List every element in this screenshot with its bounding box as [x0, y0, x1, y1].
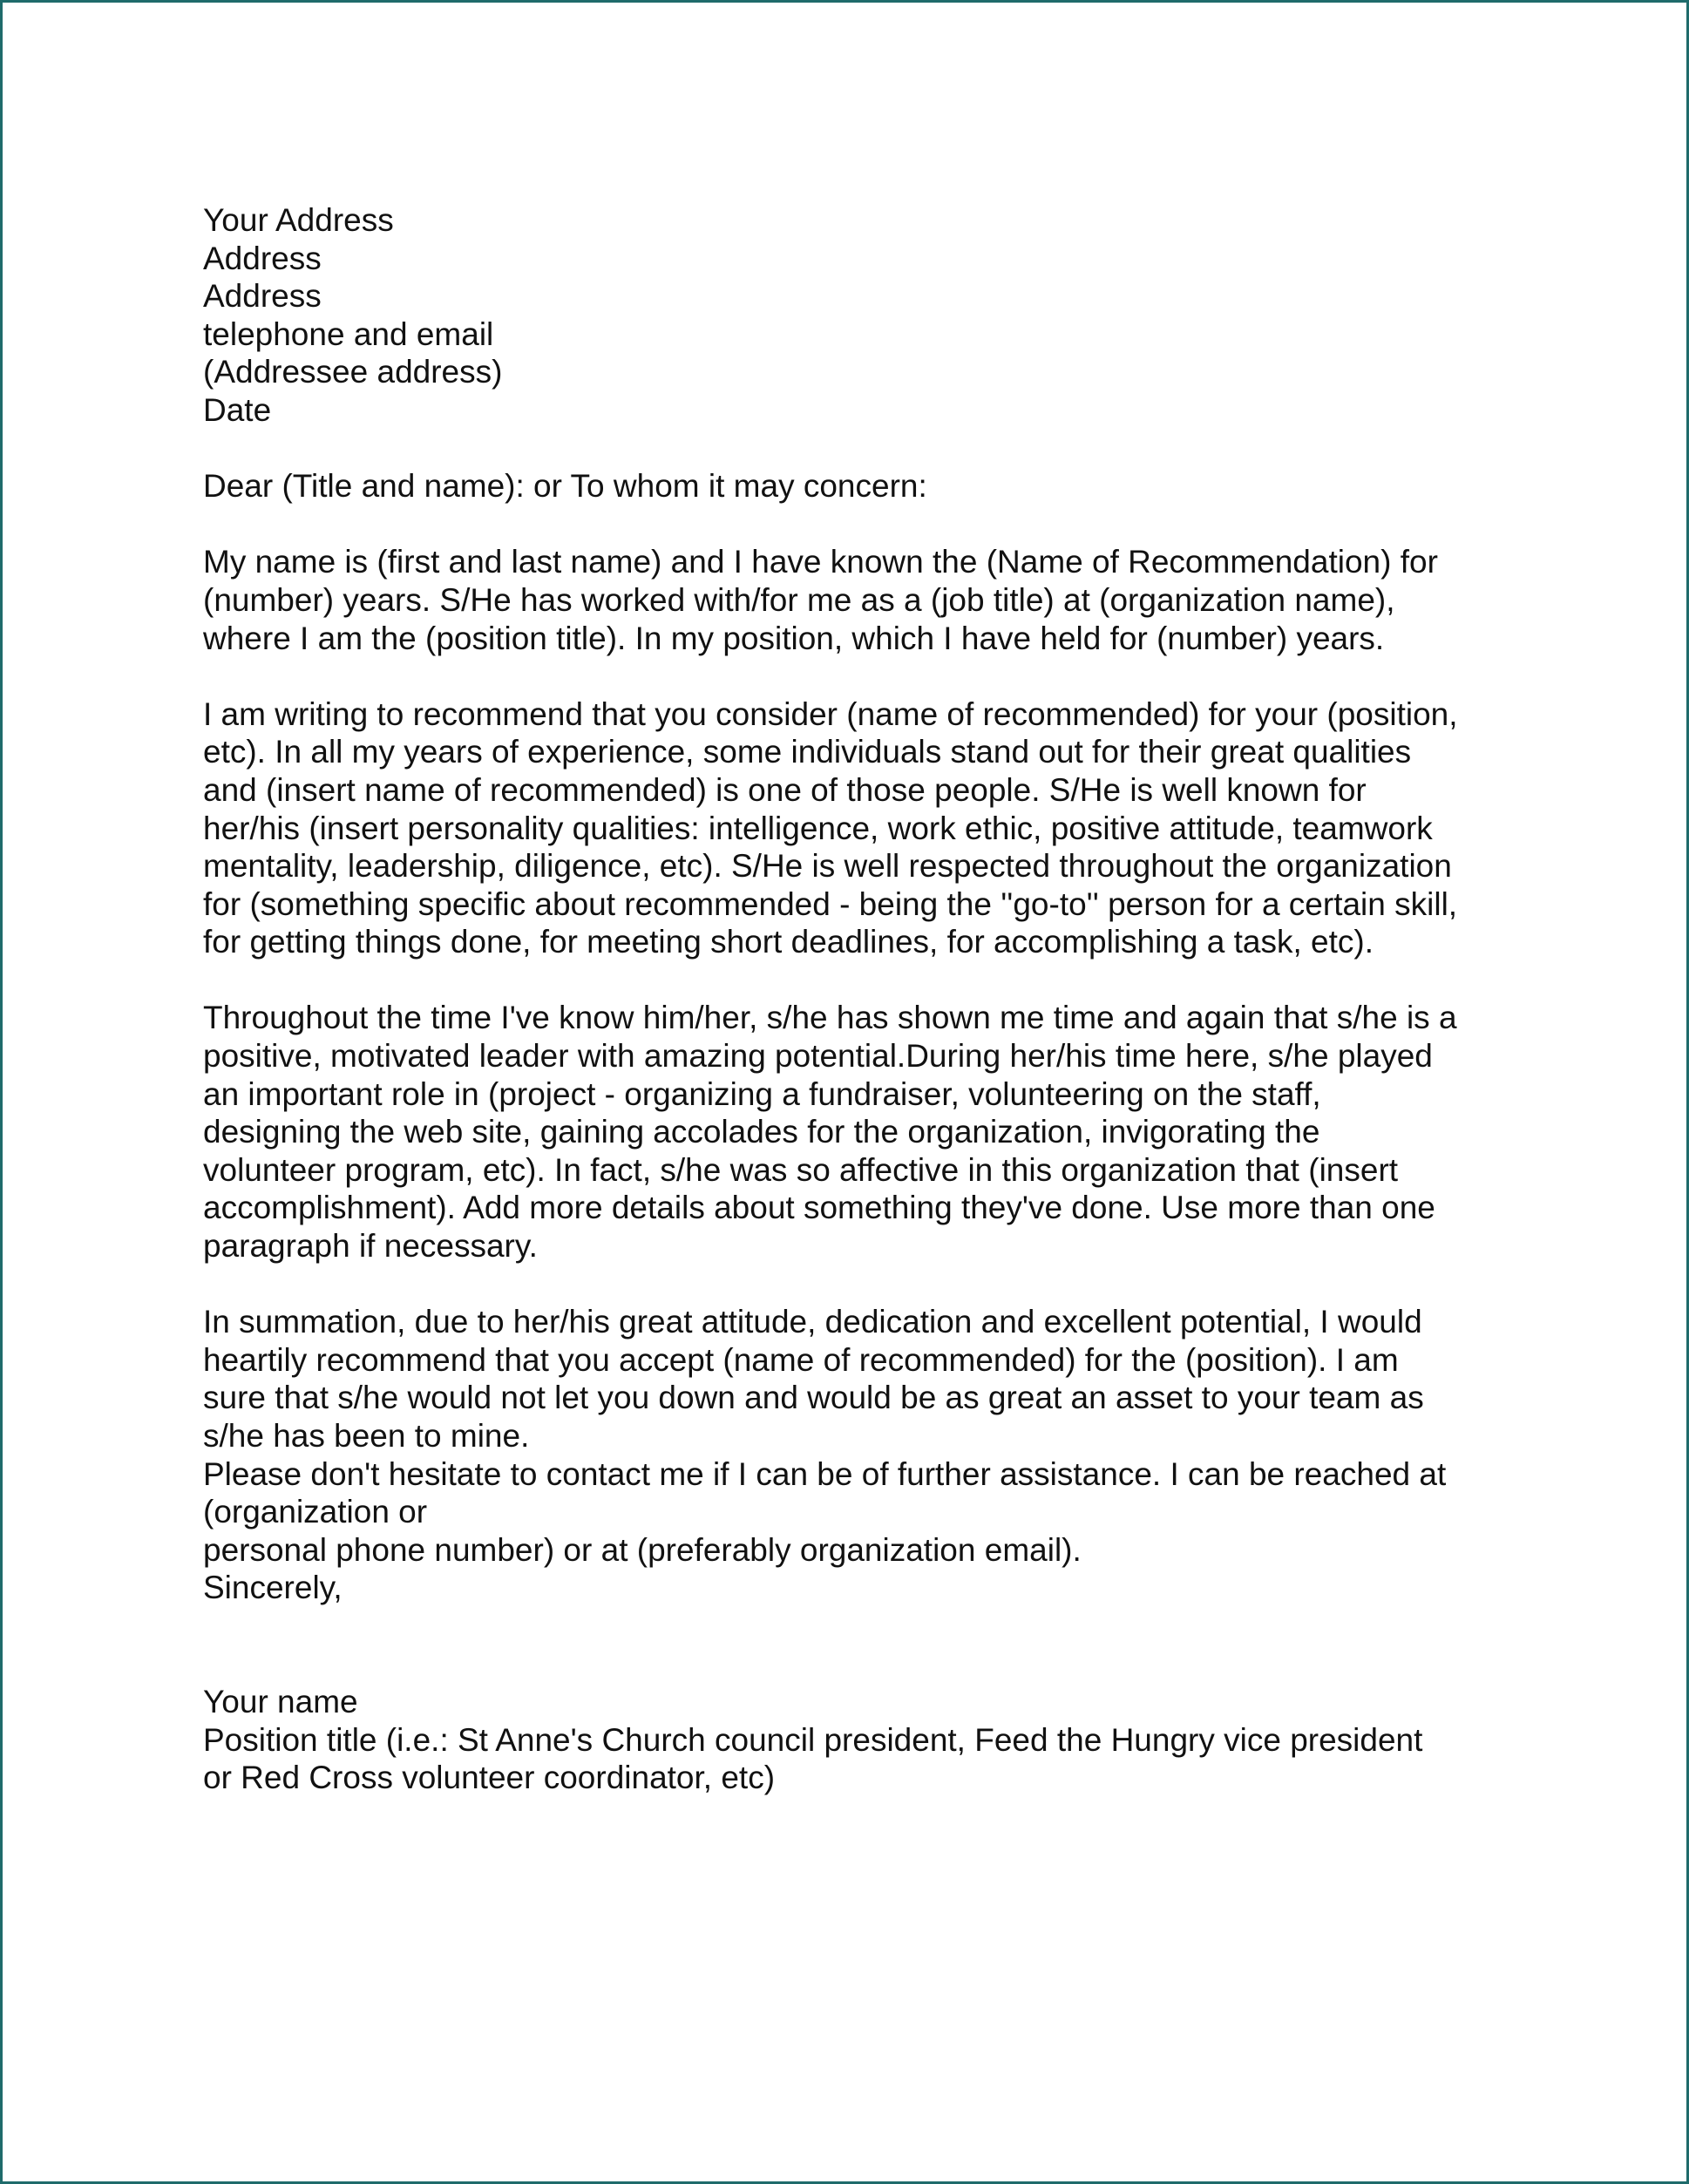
signature-block	[203, 1683, 1536, 1797]
paragraph-line: an important role in (project - organizing a fundraiser, volunteering on the staff,	[203, 1075, 1321, 1112]
signature-name: Your name	[203, 1684, 358, 1720]
paragraph-line: her/his (insert personality qualities: intelligence, work ethic, positive attitude, teamwork	[203, 810, 1433, 846]
paragraph-line: (organization or	[203, 1494, 428, 1530]
paragraph-line: and (insert name of recommended) is one of those people. S/He is well known for	[203, 771, 1367, 808]
closing-line: Sincerely,	[203, 1570, 343, 1606]
signature-title: Position title (i.e.: St Anne's Church council president, Feed the Hungry vice president	[203, 1721, 1423, 1758]
paragraph-line: sure that s/he would not let you down and would be as great an asset to your team as	[203, 1380, 1424, 1416]
paragraph-line: paragraph if necessary.	[203, 1228, 538, 1265]
paragraph-line: where I am the (position title). In my position, which I have held for (number) years.	[203, 620, 1385, 656]
signature-title: or Red Cross volunteer coordinator, etc)	[203, 1760, 776, 1796]
paragraph-line: In summation, due to her/his great attitude, dedication and excellent potential, I would	[203, 1304, 1422, 1340]
header-line: Address	[203, 278, 322, 315]
paragraph-line: volunteer program, etc). In fact, s/he was so affective in this organization that (insert	[203, 1151, 1399, 1188]
salutation-line: Dear (Title and name): or To whom it may concern:	[203, 468, 927, 505]
header-line: Your Address	[203, 202, 394, 238]
letter-body	[203, 201, 1536, 1835]
paragraph-line: etc). In all my years of experience, some individuals stand out for their great qualities	[203, 734, 1412, 770]
paragraph-line: positive, motivated leader with amazing potential.During her/his time here, s/he played	[203, 1038, 1433, 1075]
paragraph-line: Throughout the time I've know him/her, s/he has shown me time and again that s/he is a	[203, 1000, 1457, 1036]
paragraph-2	[203, 695, 1536, 961]
paragraph-line: (number) years. S/He has worked with/for me as a (job title) at (organization name),	[203, 581, 1395, 618]
salutation	[203, 467, 1536, 505]
paragraph-line: accomplishment). Add more details about something they've done. Use more than one	[203, 1190, 1435, 1226]
paragraph-1	[203, 543, 1536, 657]
paragraph-line: s/he has been to mine.	[203, 1418, 530, 1454]
paragraph-4	[203, 1303, 1536, 1607]
header-line: (Addressee address)	[203, 354, 503, 390]
paragraph-line: for getting things done, for meeting short deadlines, for accomplishing a task, etc).	[203, 924, 1374, 960]
paragraph-line: for (something specific about recommended - being the ''go-to'' person for a certain skill,	[203, 885, 1458, 922]
header-line: Date	[203, 391, 272, 428]
sender-header	[203, 201, 1536, 430]
header-line: telephone and email	[203, 315, 494, 352]
paragraph-3	[203, 999, 1536, 1265]
paragraph-line: mentality, leadership, diligence, etc). S/He is well respected throughout the organization	[203, 848, 1452, 885]
paragraph-line: designing the web site, gaining accolades for the organization, invigorating the	[203, 1114, 1320, 1150]
paragraph-line: heartily recommend that you accept (name of recommended) for the (position). I am	[203, 1341, 1399, 1378]
paragraph-line: Please don't hesitate to contact me if I can be of further assistance. I can be reached at	[203, 1455, 1447, 1492]
header-line: Address	[203, 240, 322, 276]
paragraph-line: I am writing to recommend that you consider (name of recommended) for your (position,	[203, 695, 1458, 732]
paragraph-line: My name is (first and last name) and I have known the (Name of Recommendation) for	[203, 544, 1438, 580]
paragraph-line: personal phone number) or at (preferably organization email).	[203, 1531, 1082, 1568]
